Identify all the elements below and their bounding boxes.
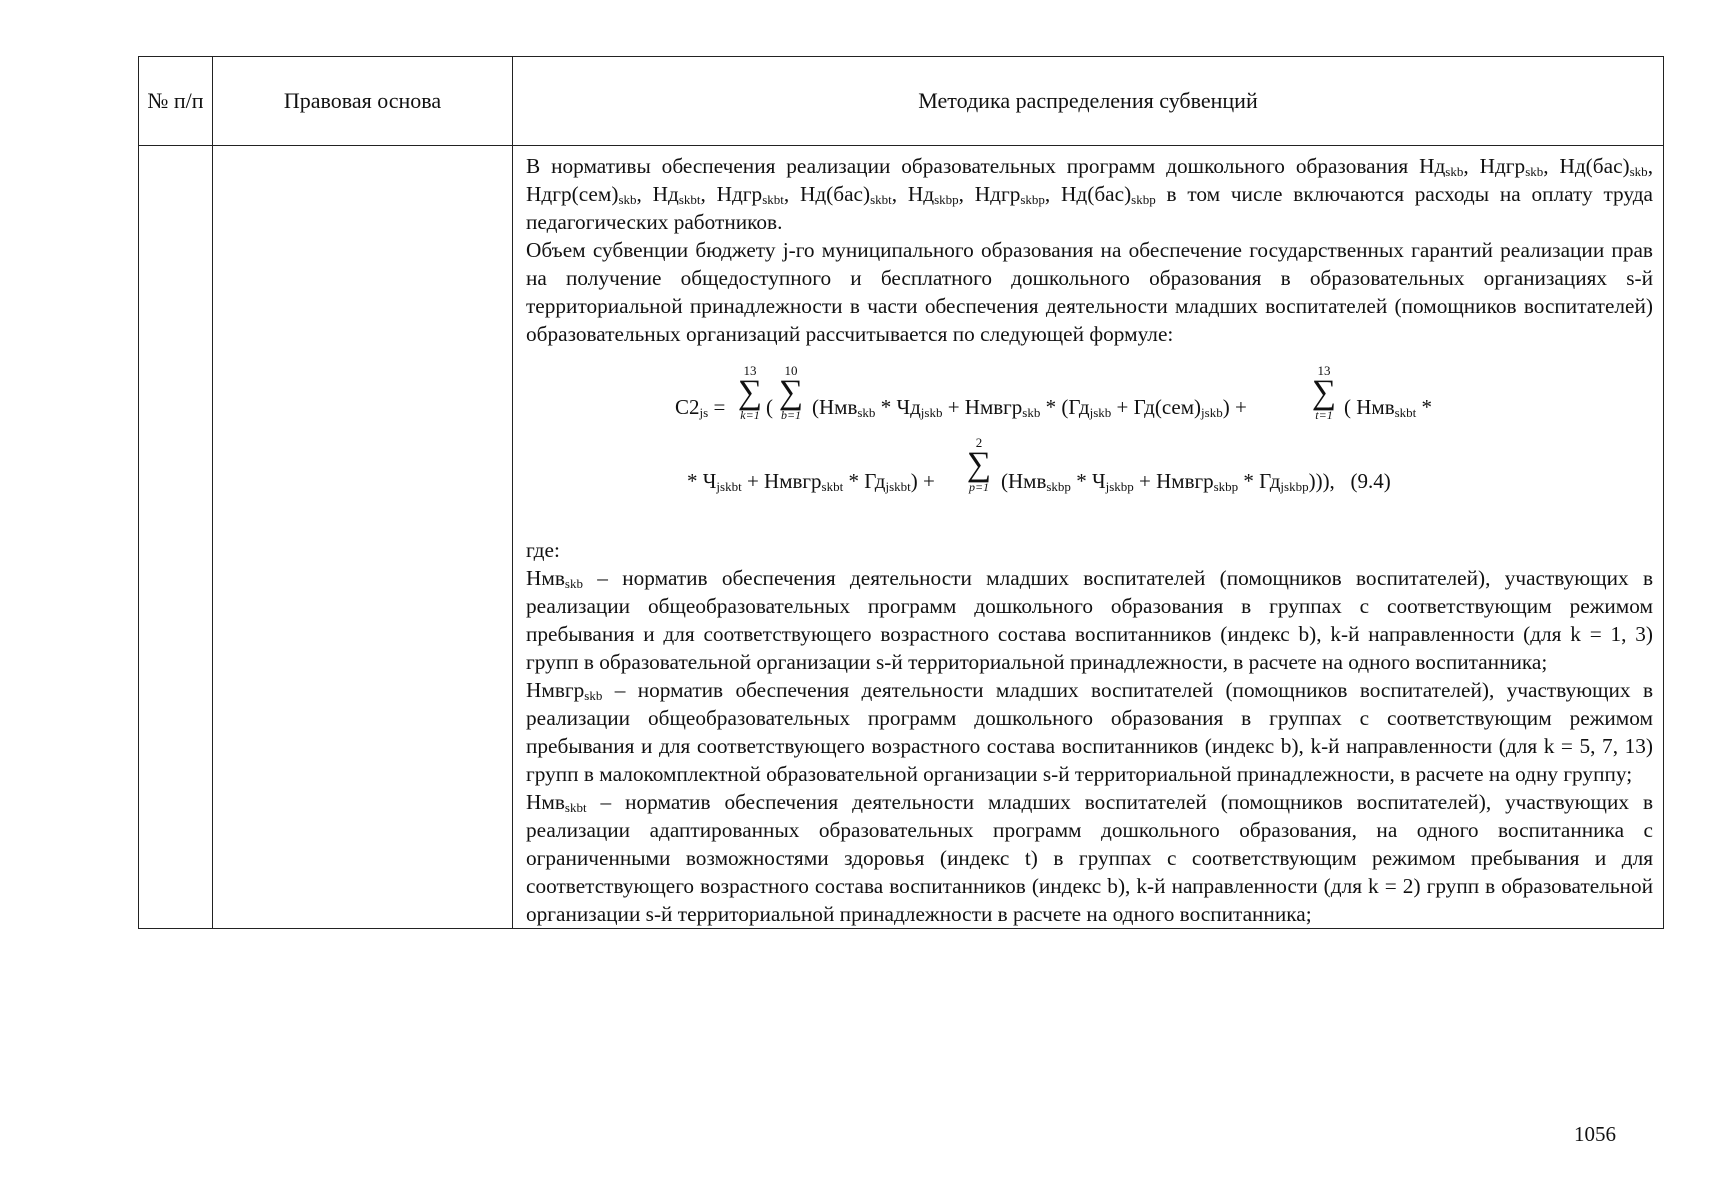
paragraph-norms-include: В нормативы обеспечения реализации образовательных программ дошкольного образования $Нд_{skb}$, Ндгр$_{skb}$, $Нд(бас)_{skb}$, $Ндгр(сем)_{skb}$, $Нд_{skbt}$, Ндгр$_{skbt}$, $Нд(бас)_{skbt}$, $Нд_{skbp}$, Ндгр$_{skbp}$, $Нд(бас)_{skbp}$ в том числе включаются расходы на оплату труда педагогических работников.: [526, 154, 1654, 234]
paragraph-subvention-volume: Объем субвенции бюджету j-го муниципального образования на обеспечение государственных гарантий реализации прав на получение общедоступного и бесплатного дошкольного образования в образовательных организациях s-й территориальной принадлежности в части обеспечения деятельности младших воспитателей (помощников воспитателей) образовательных организаций рассчитывается по следующей формуле:: [526, 238, 1653, 346]
header-methodology: Методика распределения субвенций: [513, 57, 1664, 146]
definition-nmv-skbt: Нмв$_{skbt}$ – норматив обеспечения деятельности младших воспитателей (помощников воспитателей), участвующих в реализации адаптированных образовательных программ дошкольного образования, на одного воспитанника с ограниченными возможностями здоровья (индекс t) в группах с соответствующим режимом пребывания и для соответствующего возрастного состава воспитанников (индекс b), k-й направленности (для k = 2) групп в образовательной организации s-й территориальной принадлежности в расчете на одного воспитанника;: [526, 790, 1653, 926]
sum-t-sign: 13 ∑ t=1: [1311, 363, 1337, 422]
header-legal-basis: Правовая основа: [213, 57, 513, 146]
methodology-table: [138, 56, 1664, 929]
formula-line-1-terms: ($Нмв_{skb} * Чд_{jskb}$ + Нмвгр$_{skb}$ * $(Гд_{jskb} + Гд(сем)_{jskb})$ +: [812, 395, 1247, 420]
definition-nmvgr-skb: Нмвгр$_{skb}$ – норматив обеспечения деятельности младших воспитателей (помощников воспитателей), участвующих в реализации общеобразовательных программ дошкольного образования в группах с соответствующим режимом пребывания и для соответствующего возрастного состава воспитанников (индекс b), k-й направленности (для k = 5, 7, 13) групп в малокомплектной образовательной организации s-й территориальной принадлежности, в расчете на одну группу;: [526, 678, 1653, 786]
where-label: где:: [526, 538, 560, 562]
formula-line-2-tail: ($Нмв_{skbp} * Ч_{jskbp}$ + Нмвгр$_{skbp}$ * $Гд_{jskbp}$))), (9.4): [1001, 469, 1391, 494]
page-number: 1056: [1574, 1122, 1616, 1146]
formula-9-4: [526, 348, 1653, 536]
cell-number: [139, 146, 213, 929]
formula-line-2-terms: * $Ч_{jskbt}$ + Нмвгр$_{skbt}$ * $Гд_{jskbt}$) +: [687, 469, 935, 494]
cell-legal-basis: [213, 146, 513, 929]
formula-line-1-lhs: $C2_{js}$ =: [675, 395, 726, 420]
sum-p-sign: 2 ∑ p=1: [966, 435, 992, 494]
cell-methodology: [513, 146, 1664, 929]
table-header-row: [139, 57, 1664, 146]
formula-paren-open: (: [766, 395, 773, 419]
formula-line-1-tail: ( Нмв$_{skbt}$ *: [1344, 395, 1433, 420]
sum-b-sign: 10 ∑ b=1: [778, 363, 804, 422]
header-number: № п/п: [139, 57, 213, 146]
sum-k-sign: 13 ∑ k=1: [737, 363, 763, 422]
definition-nmv-skb: Нмв$_{skb}$ – норматив обеспечения деятельности младших воспитателей (помощников воспитателей), участвующих в реализации общеобразовательных программ дошкольного образования в группах с соответствующим режимом пребывания и для соответствующего возрастного состава воспитанников (индекс b), k-й направленности (для k = 1, 3) групп в образовательной организации s-й территориальной принадлежности, в расчете на одного воспитанника;: [526, 566, 1653, 674]
table-row: [139, 146, 1664, 929]
